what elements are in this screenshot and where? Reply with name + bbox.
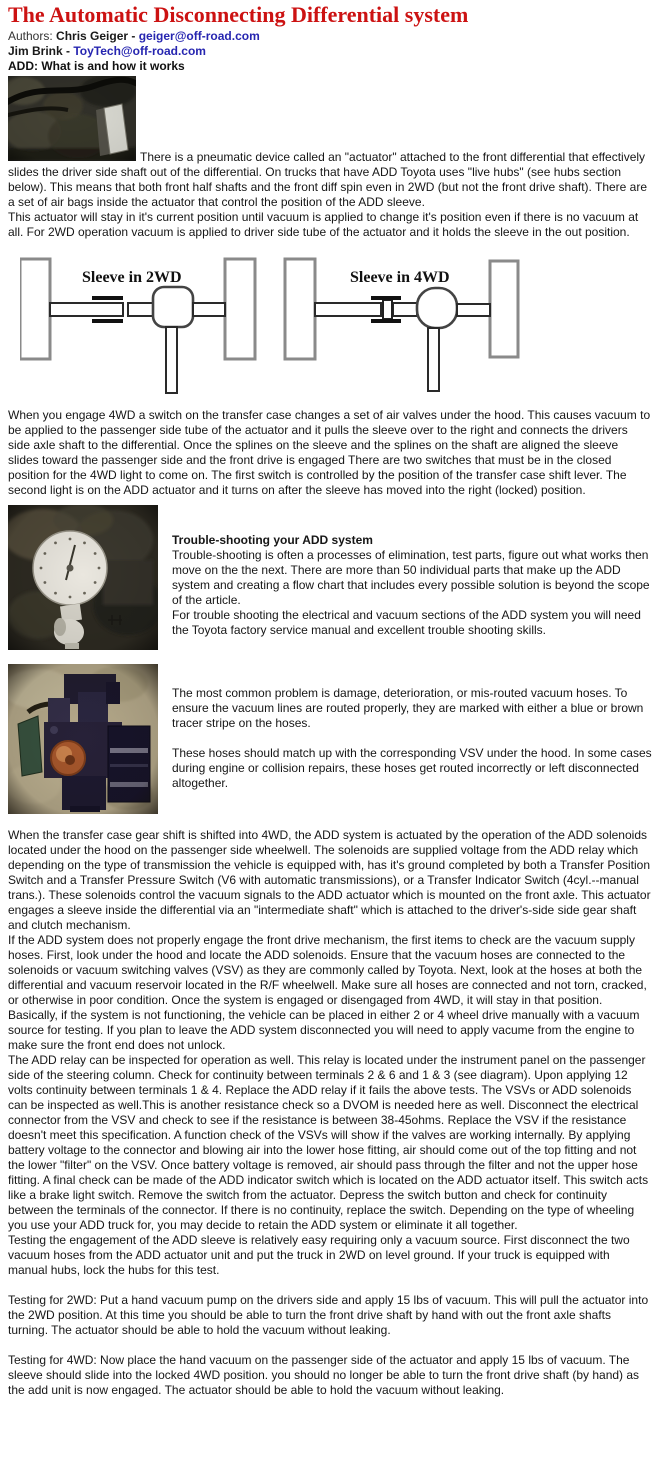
intro-text-1: There is a pneumatic device called an "actuator" attached to the front differential that effectively slides the driver side shaft out of the differential. On trucks that have ADD Toyota uses "live hubs" (see hubs section below). This means that both front half shafts and the front diff spin even in 2WD (but not the front drive shaft). There are a set of air bags inside the actuator that control the position of the ADD sleeve. bbox=[8, 150, 648, 209]
driveshaft-4wd bbox=[428, 328, 439, 391]
sleeve-bar-top-4wd bbox=[371, 296, 401, 300]
axle-shaft-left-4wd bbox=[315, 303, 381, 316]
body-paragraph-1: When the transfer case gear shift is shifted into 4WD, the ADD system is actuated by the operation of the ADD solenoids located under the hood on the passenger side wheelwell. The solenoids are supplied voltage from the ADD relay which depending on the type of transmission the vehicle is equipped with, has it's ground completed by both a Transfer Position Switch and a Transfer Pressure Switch (V6 with automatic transmissions), or a Transfer Indicator Switch (4cyl.--manual trans.). These solenoids control the vacuum signals to the ADD actuator which is mounted on the front axle. This actuator engages a sleeve inside the differential via an "intermediate shaft" which is attached to the driver's-side side gear shaft and clutch mechanism. bbox=[8, 828, 651, 932]
vacuum-hoses-section bbox=[8, 664, 652, 818]
intro-paragraph-1 bbox=[8, 74, 652, 210]
troubleshooting-text bbox=[172, 505, 652, 638]
intro-paragraph-2: This actuator will stay in it's current position until vacuum is applied to change it's position even if there is no vacuum at all. For 2WD operation vacuum is applied to driver side tube of the actuator and it holds the sleeve in the out position. bbox=[8, 210, 639, 239]
sleeve-connector-4wd bbox=[383, 300, 392, 319]
vacuum-gauge-photo bbox=[8, 505, 158, 654]
wheel-left-2wd bbox=[20, 259, 50, 359]
author1-email-link[interactable]: geiger@off-road.com bbox=[138, 29, 260, 43]
author1-name: Chris Geiger - bbox=[56, 29, 139, 43]
wheel-left-4wd bbox=[285, 259, 315, 359]
body-paragraph-testing-4wd: Testing for 4WD: Now place the hand vacuum on the passenger side of the actuator and apply 15 lbs of vacuum. The sleeve should slide into the locked 4WD position. you should no longer be able to turn the front drive shaft (by hand) as the add unit is now engaged. The actuator should be able to hold the vacuum without leaking. bbox=[8, 1353, 640, 1397]
actuator-photo-graphic bbox=[8, 664, 158, 814]
driveshaft-2wd bbox=[166, 327, 177, 393]
byline-authors-1 bbox=[8, 29, 652, 44]
axle-shaft-right-2wd bbox=[193, 303, 225, 316]
author2-email-link[interactable]: ToyTech@off-road.com bbox=[73, 44, 206, 58]
authors-label: Authors: bbox=[8, 29, 57, 43]
page-title: The Automatic Disconnecting Differential system bbox=[8, 2, 469, 27]
troubleshooting-paragraph-2: For trouble shooting the electrical and vacuum sections of the ADD system you will need the Toyota factory service manual and excellent trouble shooting skills. bbox=[172, 608, 641, 637]
wheel-right-2wd bbox=[225, 259, 255, 359]
section-heading-add: ADD: What is and how it works bbox=[8, 59, 185, 73]
vacuum-gauge-photo-graphic bbox=[8, 505, 158, 650]
byline-authors-2 bbox=[8, 44, 652, 59]
wheel-right-4wd bbox=[490, 261, 518, 357]
diagram-label-2wd: Sleeve in 2WD bbox=[82, 269, 182, 286]
axle-shaft-left-2wd bbox=[50, 303, 123, 316]
troubleshooting-section bbox=[8, 505, 652, 654]
differential-4wd bbox=[417, 288, 457, 328]
sleeve-bar-bottom-2wd bbox=[92, 319, 123, 323]
axle-stub-2wd bbox=[128, 303, 153, 316]
sleeve-bar-top-2wd bbox=[92, 296, 123, 300]
body-paragraph-2: If the ADD system does not properly engage the front drive mechanism, the first items to check are the vacuum supply hoses. First, look under the hood and locate the ADD solenoids. Ensure that the vacuum hoses are connected to the solenoids or vacuum switching valves (VSV) as they are commonly called by Toyota. Next, look at the hoses at both the differential and vacuum reservoir located in the R/F wheelwell. Make sure all hoses are connected and not torn, cracked, or otherwise in poor condition. Once the system is engaged or disengaged from 4WD, it will stay in that position. Basically, if the system is not functioning, the vehicle can be placed in either 2 or 4 wheel drive manually with a vacuum source for testing. If you plan to leave the ADD system disconnected you will need to apply vacume from the engine to make sure the front end does not unlock. bbox=[8, 933, 647, 1052]
engine-bay-photo-graphic bbox=[8, 76, 136, 161]
troubleshooting-heading: Trouble-shooting your ADD system bbox=[172, 533, 373, 547]
troubleshooting-paragraph-1: Trouble-shooting is often a processes of elimination, test parts, figure out what works then move on the the next. There are more than 50 individual parts that make up the ADD system and creating a flow chart that includes every possible solution is beyond the scope of the article. bbox=[172, 548, 650, 607]
diagram-4wd bbox=[285, 259, 518, 391]
diagram-2wd bbox=[20, 259, 255, 393]
vacuum-hoses-text bbox=[172, 664, 652, 791]
sleeve-diagram-graphic bbox=[20, 254, 540, 402]
body-paragraph-4: Testing the engagement of the ADD sleeve is relatively easy requiring only a vacuum source. First disconnect the two vacuum hoses from the ADD actuator unit and put the truck in 2WD on level ground. If your truck is equipped with manual hubs, lock the hubs for this test. bbox=[8, 1233, 630, 1277]
axle-shaft-right-4wd bbox=[457, 304, 490, 316]
axle-diagram bbox=[20, 254, 652, 406]
body-paragraph-3: The ADD relay can be inspected for operation as well. This relay is located under the instrument panel on the passenger side of the steering column. Check for continuity between terminals 2 & 6 and 1 & 3 (see diagram). Upon applying 12 volts continuity between terminals 1 & 4. Replace the ADD relay if it fails the above tests. The VSVs or ADD solenoids can be inspected as well.This is another resistance check so a DVOM is needed here as well. Disconnect the electrical connector from the VSV and check to see if the resistance is between 38-45ohms. Replace the VSV if the resistance doesn't meet this specification. A function check of the VSVs will show if the valves are working internally. By applying battery voltage to the connector and blowing air into the lower hose fitting, air should come out of the top fitting and not the lower "filter" on the VSV. Once battery voltage is removed, air should pass through the filter and not the upper hose fitting. A final check can be made of the ADD indicator switch which is located on the ADD actuator itself. This switch acts like a brake light switch. Remove the switch from the actuator. Depress the switch button and check for continuity between the terminals of the connector. If there is no continuity, replace the switch. Depending on the type of wheeling you use your ADD truck for, you may decide to retain the ADD system or eliminate it all together. bbox=[8, 1053, 649, 1232]
diagram-label-4wd: Sleeve in 4WD bbox=[350, 269, 450, 286]
sleeve-bar-bottom-4wd bbox=[371, 319, 401, 323]
hoses-paragraph-2: These hoses should match up with the corresponding VSV under the hood. In some cases during engine or collision repairs, these hoses get routed incorrectly or left disconnected altogether. bbox=[172, 746, 652, 790]
add-actuator-unit-photo bbox=[8, 664, 158, 818]
differential-2wd bbox=[153, 287, 193, 327]
engage-4wd-paragraph: When you engage 4WD a switch on the transfer case changes a set of air valves under the hood. This causes vacuum to be applied to the passenger side tube of the actuator and it pulls the sleeve over to the right and connects the drivers side axle shaft to the differential. Once the splines on the sleeve and the splines on the shaft are aligned the sleeve slides toward the passenger side and the front drive is engaged There are two switches that must be in the closed position for the 4WD light to come on. The first switch is controlled by the position of the transfer case shift lever. The second light is on the ADD actuator and it turns on after the sleeve has moved into the right (locked) position. bbox=[8, 408, 651, 497]
hoses-paragraph-1: The most common problem is damage, deterioration, or mis-routed vacuum hoses. To ensure the vacuum lines are routed properly, they are marked with either a blue or brown tracer stripe on the hoses. bbox=[172, 686, 644, 730]
front-differential-actuator-photo bbox=[8, 76, 136, 165]
axle-stub-4wd bbox=[393, 303, 417, 316]
author2-name: Jim Brink - bbox=[8, 44, 74, 58]
main-body-text bbox=[8, 828, 652, 1398]
body-paragraph-testing-2wd: Testing for 2WD: Put a hand vacuum pump on the drivers side and apply 15 lbs of vacuum. This will pull the actuator into the 2WD position. At this time you should be able to turn the front drive shaft by hand with out the front axle shafts turning. The actuator should be able to hold the vacuum without leaking. bbox=[8, 1293, 649, 1337]
